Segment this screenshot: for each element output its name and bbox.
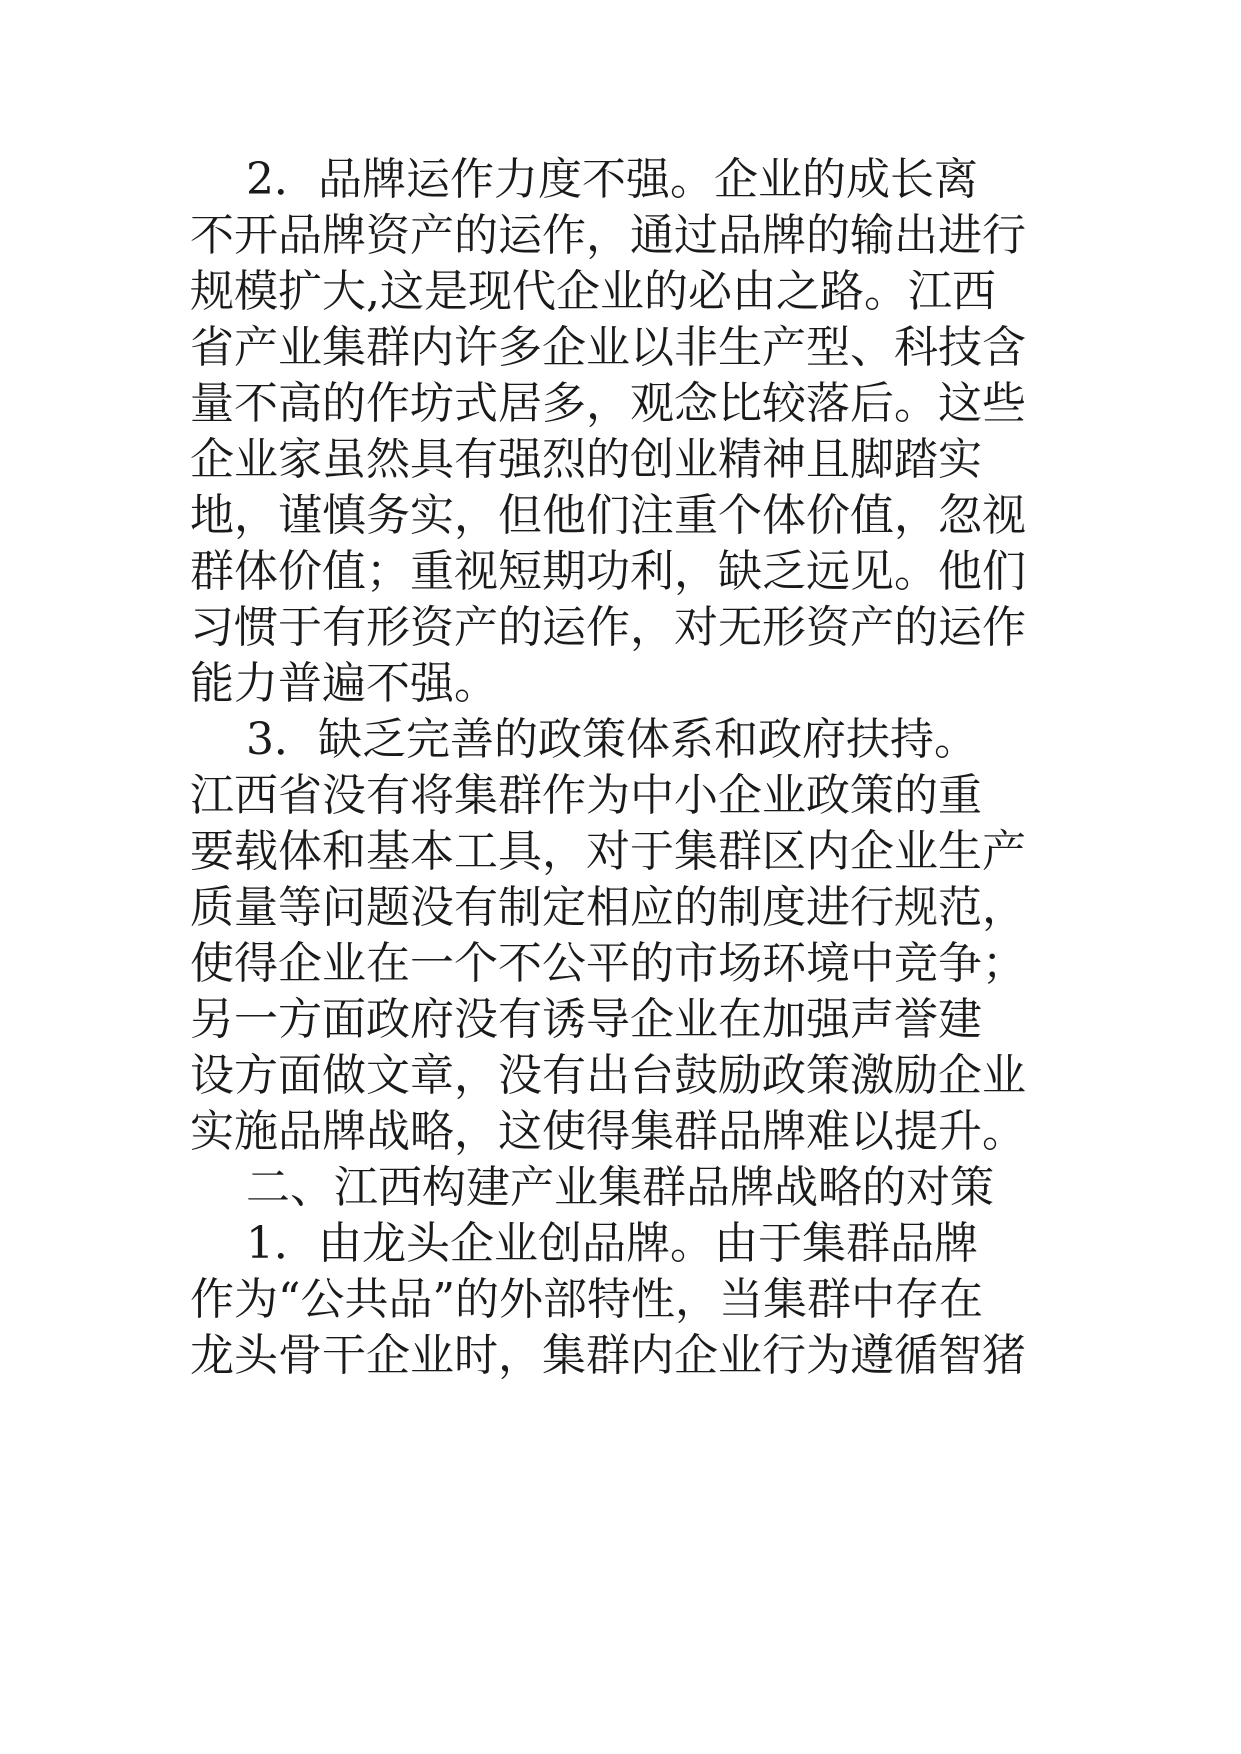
- text-line: 另一方面政府没有诱导企业在加强声誉建: [190, 994, 982, 1045]
- text-line: 不开品牌资产的运作，通过品牌的输出进行: [190, 210, 1026, 261]
- text-line: 二、江西构建产业集群品牌战略的对策: [190, 1162, 994, 1213]
- text-line: 质量等问题没有制定相应的制度进行规范，: [190, 882, 1026, 933]
- text-line: 能力普遍不强。: [190, 658, 498, 709]
- text-line: 量不高的作坊式居多，观念比较落后。这些: [190, 378, 1026, 429]
- text-line: 1．由龙头企业创品牌。由于集群品牌: [190, 1218, 978, 1269]
- text-line: 2．品牌运作力度不强。企业的成长离: [190, 154, 978, 205]
- body-text: [190, 152, 1050, 1384]
- text-line: 企业家虽然具有强烈的创业精神且脚踏实: [190, 434, 982, 485]
- text-line: 习惯于有形资产的运作，对无形资产的运作: [190, 602, 1026, 653]
- text-line: 省产业集群内许多企业以非生产型、科技含: [190, 322, 1026, 373]
- text-line: 3．缺乏完善的政策体系和政府扶持。: [190, 714, 978, 765]
- text-line: 江西省没有将集群作为中小企业政策的重: [190, 770, 982, 821]
- text-line: 地，谨慎务实，但他们注重个体价值，忽视: [190, 490, 1026, 541]
- text-line: 实施品牌战略，这使得集群品牌难以提升。: [190, 1106, 1026, 1157]
- text-line: 作为“公共品”的外部特性，当集群中存在: [190, 1274, 983, 1325]
- text-line: 群体价值；重视短期功利，缺乏远见。他们: [190, 546, 1026, 597]
- text-line: 使得企业在一个不公平的市场环境中竞争；: [190, 938, 1026, 989]
- text-line: 设方面做文章，没有出台鼓励政策激励企业: [190, 1050, 1026, 1101]
- text-line: 规模扩大,这是现代企业的必由之路。江西: [190, 266, 996, 317]
- text-line: 龙头骨干企业时，集群内企业行为遵循智猪: [190, 1330, 1026, 1381]
- text-line: 要载体和基本工具，对于集群区内企业生产: [190, 826, 1026, 877]
